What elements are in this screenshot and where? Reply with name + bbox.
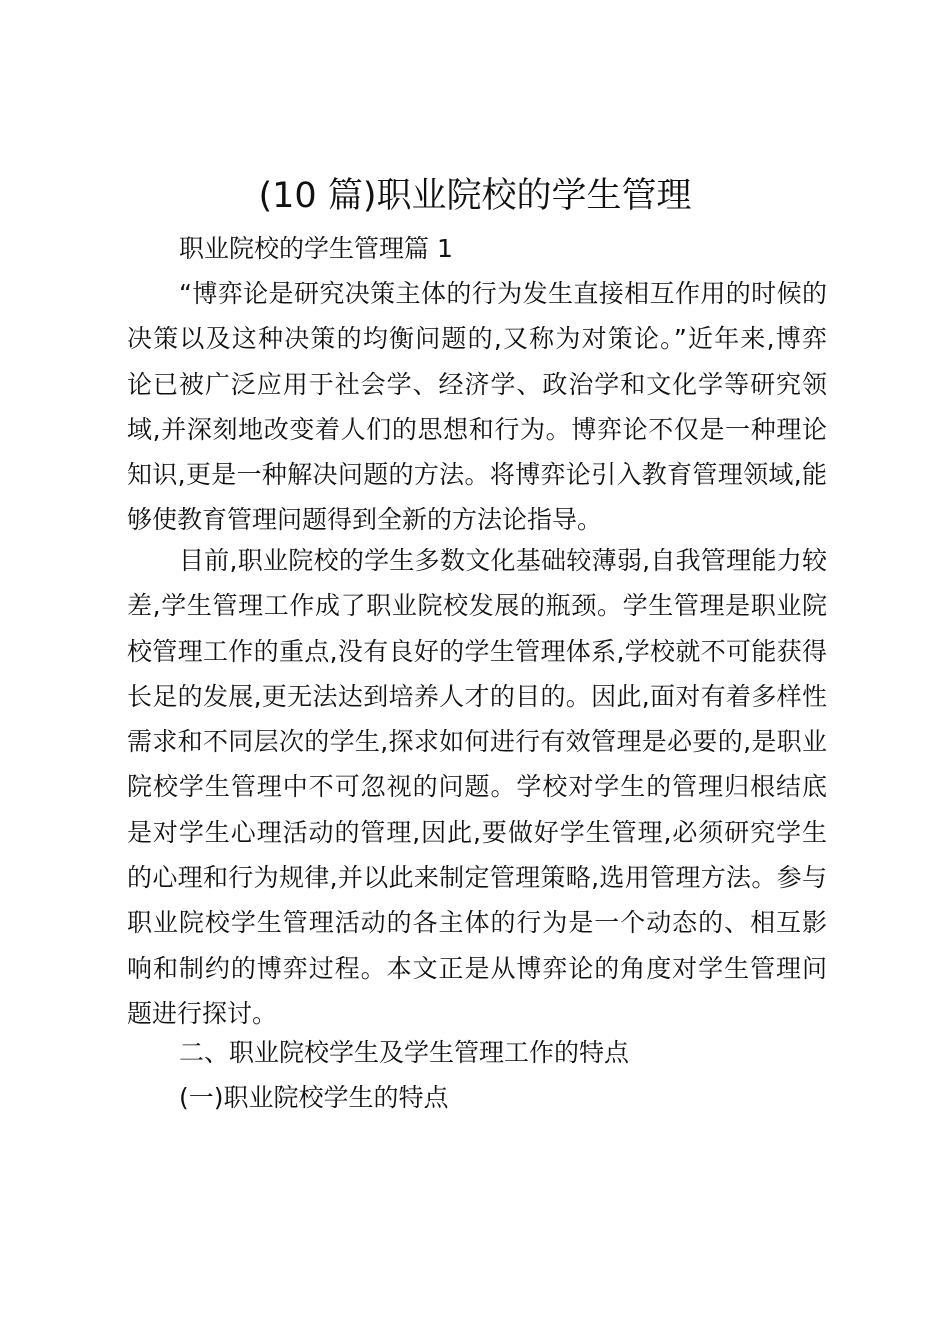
- paragraph-line: 知识,更是一种解决问题的方法。将博弈论引入教育管理领域,能: [127, 460, 827, 490]
- heading-text: 二、职业院校学生及学生管理工作的特点: [179, 1038, 630, 1067]
- document-subtitle: [127, 226, 827, 271]
- paragraph-1: [127, 271, 827, 543]
- subtitle-text: 职业院校的学生管理篇 1: [179, 234, 453, 263]
- paragraph-line: 题进行探讨。: [127, 998, 278, 1028]
- paragraph-line: 论已被广泛应用于社会学、经济学、政治学和文化学等研究领: [127, 369, 827, 399]
- paragraph-line: 响和制约的博弈过程。本文正是从博弈论的角度对学生管理问: [127, 953, 827, 983]
- paragraph-line: 差,学生管理工作成了职业院校发展的瓶颈。学生管理是职业院: [127, 591, 827, 621]
- paragraph-line: 院校学生管理中不可忽视的问题。学校对学生的管理归根结底: [127, 772, 827, 802]
- paragraph-line: 的心理和行为规律,并以此来制定管理策略,选用管理方法。参与: [127, 863, 827, 893]
- paragraph-line: 职业院校学生管理活动的各主体的行为是一个动态的、相互影: [127, 908, 827, 938]
- subheading-text: (一)职业院校学生的特点: [179, 1083, 449, 1112]
- section-heading: [127, 1030, 827, 1075]
- paragraph-line: 是对学生心理活动的管理,因此,要做好学生管理,必须研究学生: [127, 817, 827, 847]
- paragraph-line: 目前,职业院校的学生多数文化基础较薄弱,自我管理能力较: [179, 546, 827, 575]
- paragraph-line: 需求和不同层次的学生,探求如何进行有效管理是必要的,是职业: [127, 727, 827, 757]
- paragraph-line: 决策以及这种决策的均衡问题的,又称为对策论。”近年来,博弈: [127, 324, 827, 354]
- subsection-heading: [127, 1075, 827, 1120]
- document-title: (10 篇)职业院校的学生管理: [258, 176, 692, 216]
- paragraph-line: 够使教育管理问题得到全新的方法论指导。: [127, 505, 603, 535]
- paragraph-line: 校管理工作的重点,没有良好的学生管理体系,学校就不可能获得: [127, 636, 827, 666]
- paragraph-2: [127, 538, 827, 1036]
- paragraph-line: “博弈论是研究决策主体的行为发生直接相互作用的时候的: [179, 279, 827, 308]
- paragraph-line: 域,并深刻地改变着人们的思想和行为。博弈论不仅是一种理论: [127, 414, 827, 444]
- paragraph-line: 长足的发展,更无法达到培养人才的目的。因此,面对有着多样性: [127, 681, 827, 711]
